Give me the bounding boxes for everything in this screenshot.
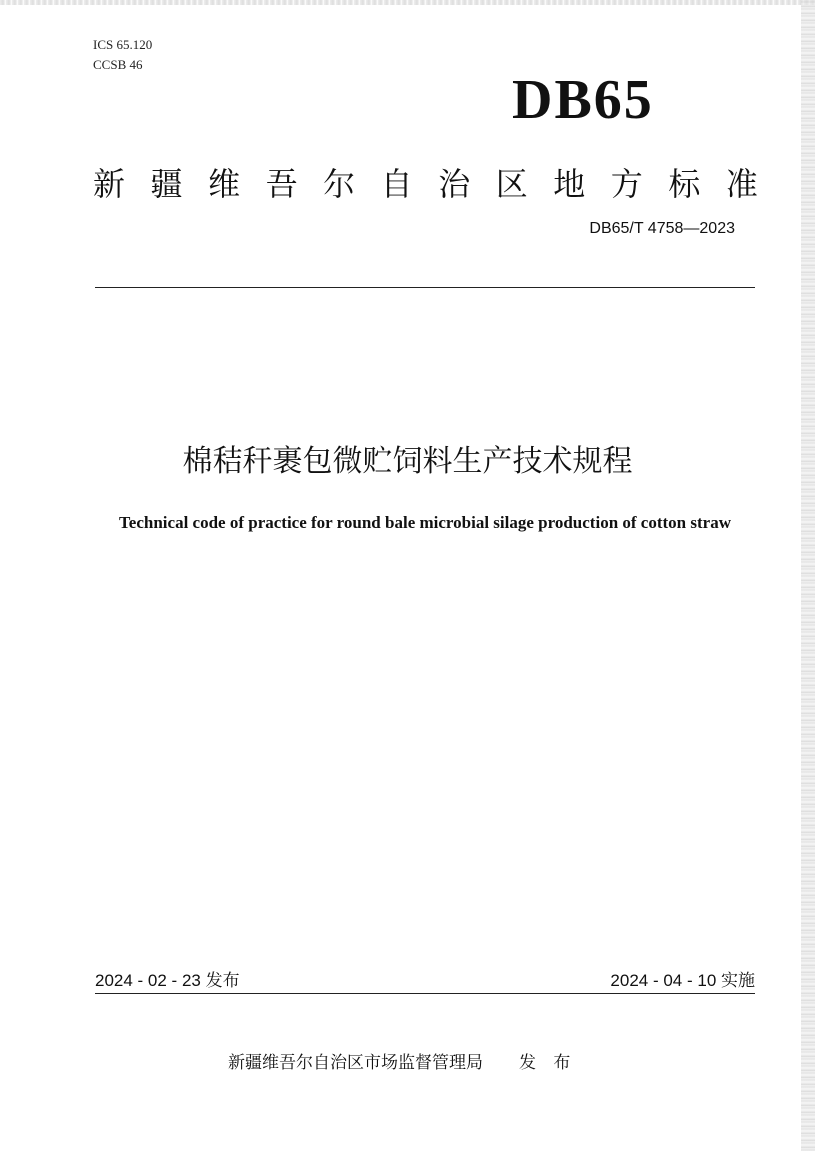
- standard-type-char: 自: [380, 165, 413, 203]
- publish-date: 2024 - 02 - 23 发布: [95, 971, 240, 990]
- header-divider: [95, 287, 755, 288]
- standard-type-char: 标: [668, 165, 701, 203]
- standard-type-char: 疆: [150, 165, 183, 203]
- standard-type-char: 新: [93, 165, 126, 203]
- scan-edge-right: [801, 0, 815, 1151]
- standard-type-char: 维: [208, 165, 241, 203]
- standard-type-char: 准: [725, 165, 758, 203]
- implement-date: 2024 - 04 - 10 实施: [610, 971, 755, 990]
- chinese-title: 棉秸秆裹包微贮饲料生产技术规程: [182, 444, 633, 479]
- issuer-action: 发 布: [519, 1053, 577, 1073]
- footer-divider: [95, 993, 755, 994]
- english-title: Technical code of practice for round bale microbial silage production of cotton straw: [119, 513, 731, 532]
- standard-type-char: 吾: [265, 165, 298, 203]
- standard-number: DB65/T 4758—2023: [589, 220, 735, 237]
- classification-codes: [93, 35, 152, 75]
- standard-type-char: 治: [438, 165, 471, 203]
- issuer-name: 新疆维吾尔自治区市场监督管理局: [228, 1053, 483, 1073]
- issuer: [228, 1048, 576, 1073]
- standard-type-char: 区: [495, 165, 528, 203]
- standard-type-title: [93, 162, 758, 206]
- standard-type-char: 方: [610, 165, 643, 203]
- standard-type-char: 地: [553, 165, 586, 203]
- ccs-code: CCSB 46: [93, 57, 143, 72]
- ics-code: ICS 65.120: [93, 37, 153, 52]
- scan-edge-top: [0, 0, 815, 5]
- standard-type-char: 尔: [323, 165, 356, 203]
- db65-logo: DB65: [512, 69, 654, 131]
